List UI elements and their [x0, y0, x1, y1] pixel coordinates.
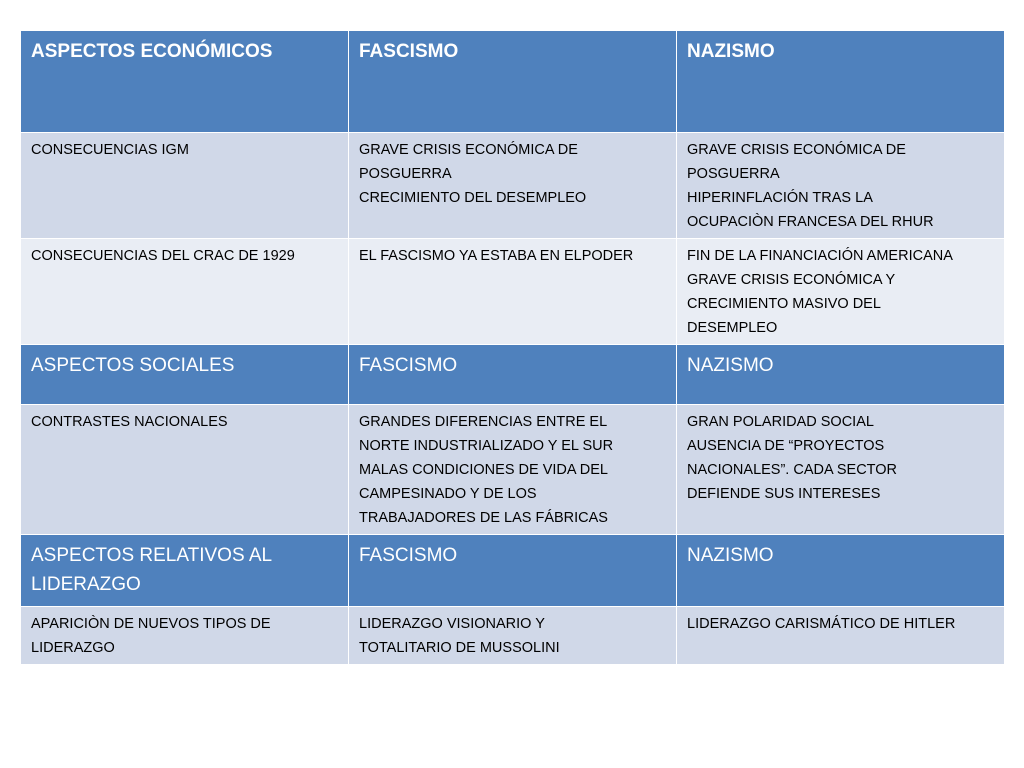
nazismo-item-cont: NACIONALES”. CADA SECTOR	[687, 462, 898, 478]
nazismo-item-cont: CRECIMIENTO MASIVO DEL	[687, 296, 881, 312]
nazismo-cell	[677, 405, 1005, 535]
header-aspect-cell	[21, 345, 349, 405]
section-header-social	[21, 345, 1005, 405]
header-nazismo-label: NAZISMO	[687, 355, 774, 376]
fascismo-item-cont: NORTE INDUSTRIALIZADO Y EL SUR	[359, 438, 614, 454]
aspect-label-cont: LIDERAZGO	[31, 640, 115, 656]
nazismo-item-cont: DESEMPLEO	[687, 320, 778, 336]
fascismo-item: GRANDES DIFERENCIAS ENTRE EL	[359, 414, 608, 430]
fascismo-item: GRAVE CRISIS ECONÓMICA DE	[359, 142, 578, 158]
aspect-label: CONSECUENCIAS IGM	[31, 142, 189, 158]
header-aspect-cell	[21, 31, 349, 133]
comparison-table	[20, 30, 1005, 665]
aspect-label: APARICIÒN DE NUEVOS TIPOS DE	[31, 616, 271, 632]
aspect-cell	[21, 607, 349, 665]
fascismo-item-cont: CAMPESINADO Y DE LOS	[359, 486, 537, 502]
header-fascismo-label: FASCISMO	[359, 41, 459, 62]
aspect-cell	[21, 239, 349, 345]
fascismo-item-cont: POSGUERRA	[359, 166, 452, 182]
nazismo-item-cont: POSGUERRA	[687, 166, 780, 182]
nazismo-item-cont: OCUPACIÒN FRANCESA DEL RHUR	[687, 214, 934, 230]
section-header-economic	[21, 31, 1005, 133]
table-row	[21, 133, 1005, 239]
aspect-cell	[21, 405, 349, 535]
aspect-label: CONSECUENCIAS DEL CRAC DE 1929	[31, 248, 295, 264]
fascismo-item: EL FASCISMO YA ESTABA EN ELPODER	[359, 248, 634, 264]
header-nazismo-cell	[677, 535, 1005, 607]
fascismo-item-cont: TOTALITARIO DE MUSSOLINI	[359, 640, 560, 656]
nazismo-item: HIPERINFLACIÓN TRAS LA	[687, 190, 873, 206]
nazismo-cell	[677, 239, 1005, 345]
header-fascismo-label: FASCISMO	[359, 545, 458, 566]
table-row	[21, 239, 1005, 345]
section-header-leadership	[21, 535, 1005, 607]
header-nazismo-cell	[677, 31, 1005, 133]
header-aspect-cell	[21, 535, 349, 607]
fascismo-item: MALAS CONDICIONES DE VIDA DEL	[359, 462, 608, 478]
fascismo-cell	[349, 607, 677, 665]
nazismo-item: FIN DE LA FINANCIACIÓN AMERICANA	[687, 248, 953, 264]
fascismo-cell	[349, 239, 677, 345]
fascismo-cell	[349, 133, 677, 239]
header-fascismo-cell	[349, 535, 677, 607]
nazismo-item: AUSENCIA DE “PROYECTOS	[687, 438, 885, 454]
header-fascismo-cell	[349, 345, 677, 405]
header-nazismo-label: NAZISMO	[687, 545, 774, 566]
nazismo-item: GRAN POLARIDAD SOCIAL	[687, 414, 874, 430]
fascismo-cell	[349, 405, 677, 535]
header-aspect-label: ASPECTOS RELATIVOS AL LIDERAZGO	[31, 545, 272, 595]
header-nazismo-cell	[677, 345, 1005, 405]
nazismo-item: GRAVE CRISIS ECONÓMICA Y	[687, 272, 896, 288]
table-row	[21, 405, 1005, 535]
nazismo-item-cont: DEFIENDE SUS INTERESES	[687, 486, 881, 502]
aspect-label: CONTRASTES NACIONALES	[31, 414, 228, 430]
header-aspect-label: ASPECTOS ECONÓMICOS	[31, 41, 273, 62]
table-row	[21, 607, 1005, 665]
header-fascismo-cell	[349, 31, 677, 133]
nazismo-item: GRAVE CRISIS ECONÓMICA DE	[687, 142, 906, 158]
nazismo-item: LIDERAZGO CARISMÁTICO DE HITLER	[687, 616, 956, 632]
header-nazismo-label: NAZISMO	[687, 41, 775, 62]
nazismo-cell	[677, 607, 1005, 665]
fascismo-item: CRECIMIENTO DEL DESEMPLEO	[359, 190, 587, 206]
header-aspect-label: ASPECTOS SOCIALES	[31, 355, 235, 376]
fascismo-item: LIDERAZGO VISIONARIO Y	[359, 616, 545, 632]
fascismo-item-cont: TRABAJADORES DE LAS FÁBRICAS	[359, 510, 608, 526]
header-fascismo-label: FASCISMO	[359, 355, 458, 376]
nazismo-cell	[677, 133, 1005, 239]
aspect-cell	[21, 133, 349, 239]
